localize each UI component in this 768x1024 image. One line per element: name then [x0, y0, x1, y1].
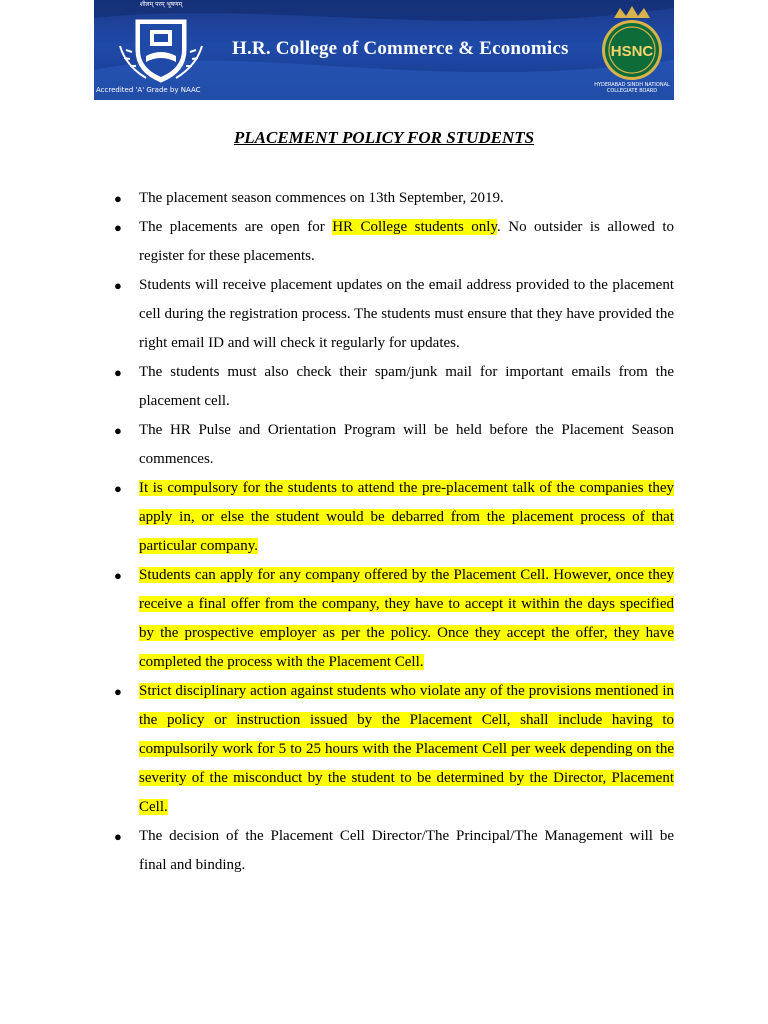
bullet-icon: ● — [114, 191, 122, 206]
policy-item — [110, 213, 674, 271]
college-emblem-icon — [116, 6, 206, 86]
college-name: H.R. College of Commerce & Economics — [232, 38, 569, 59]
policy-item — [110, 416, 674, 474]
policy-item — [110, 358, 674, 416]
bullet-icon: ● — [114, 365, 122, 380]
bullet-icon: ● — [114, 423, 122, 438]
hsnc-logo-icon — [596, 4, 668, 82]
hsnc-caption: HYDERABAD SINDH NATIONAL COLLEGIATE BOARD — [594, 82, 670, 94]
highlighted-text: Strict disciplinary action against students who violate any of the provisions mentioned in the policy or instruction issued by the Placement Cell, shall include having to compulsorily work for 5 to 25 hours with the Placement Cell per week depending on the severity of the misconduct by the student to be determined by the Director, Placement Cell. — [139, 683, 674, 815]
policy-text: The decision of the Placement Cell Director/The Principal/The Management will be final and binding. — [139, 828, 674, 873]
highlighted-text: It is compulsory for the students to attend the pre-placement talk of the companies they apply in, or else the student would be debarred from the placement process of that particular company. — [139, 480, 674, 554]
policy-item — [110, 822, 674, 880]
policy-item — [110, 271, 674, 358]
highlighted-text: Students can apply for any company offered by the Placement Cell. However, once they receive a final offer from the company, they have to accept it within the days specified by the prospective employer as per the policy. Once they accept the offer, they have completed the process with the Placement Cell. — [139, 567, 674, 670]
emblem-motto: शीलम् परम् भूषणम् — [139, 1, 183, 8]
bullet-icon: ● — [114, 278, 122, 293]
policy-item — [110, 561, 674, 677]
policy-text: The students must also check their spam/junk mail for important emails from the placement cell. — [139, 364, 674, 409]
policy-text: . No outsider is allowed to register for these placements. — [139, 219, 674, 264]
bullet-icon: ● — [114, 568, 122, 583]
policy-item — [110, 677, 674, 822]
hsnc-logo-text: HSNC — [610, 43, 654, 60]
policy-item — [110, 184, 674, 213]
policy-text: Students will receive placement updates on the email address provided to the placement cell during the registration process. The students must ensure that they have provided the right email ID and will check it regularly for updates. — [139, 277, 674, 351]
policy-text: The HR Pulse and Orientation Program will be held before the Placement Season commences. — [139, 422, 674, 467]
bullet-icon: ● — [114, 829, 122, 844]
document-title: PLACEMENT POLICY FOR STUDENTS — [233, 128, 535, 147]
bullet-icon: ● — [114, 220, 122, 235]
header-banner — [94, 0, 674, 100]
policy-item — [110, 474, 674, 561]
bullet-icon: ● — [114, 684, 122, 699]
policy-text: The placements are open for — [139, 219, 333, 235]
policy-text: The placement season commences on 13th September, 2019. — [139, 190, 504, 206]
bullet-icon: ● — [114, 481, 122, 496]
accreditation-text: Accredited 'A' Grade by NAAC — [96, 86, 201, 94]
highlighted-text: HR College students only — [332, 219, 497, 235]
policy-list — [110, 184, 674, 880]
